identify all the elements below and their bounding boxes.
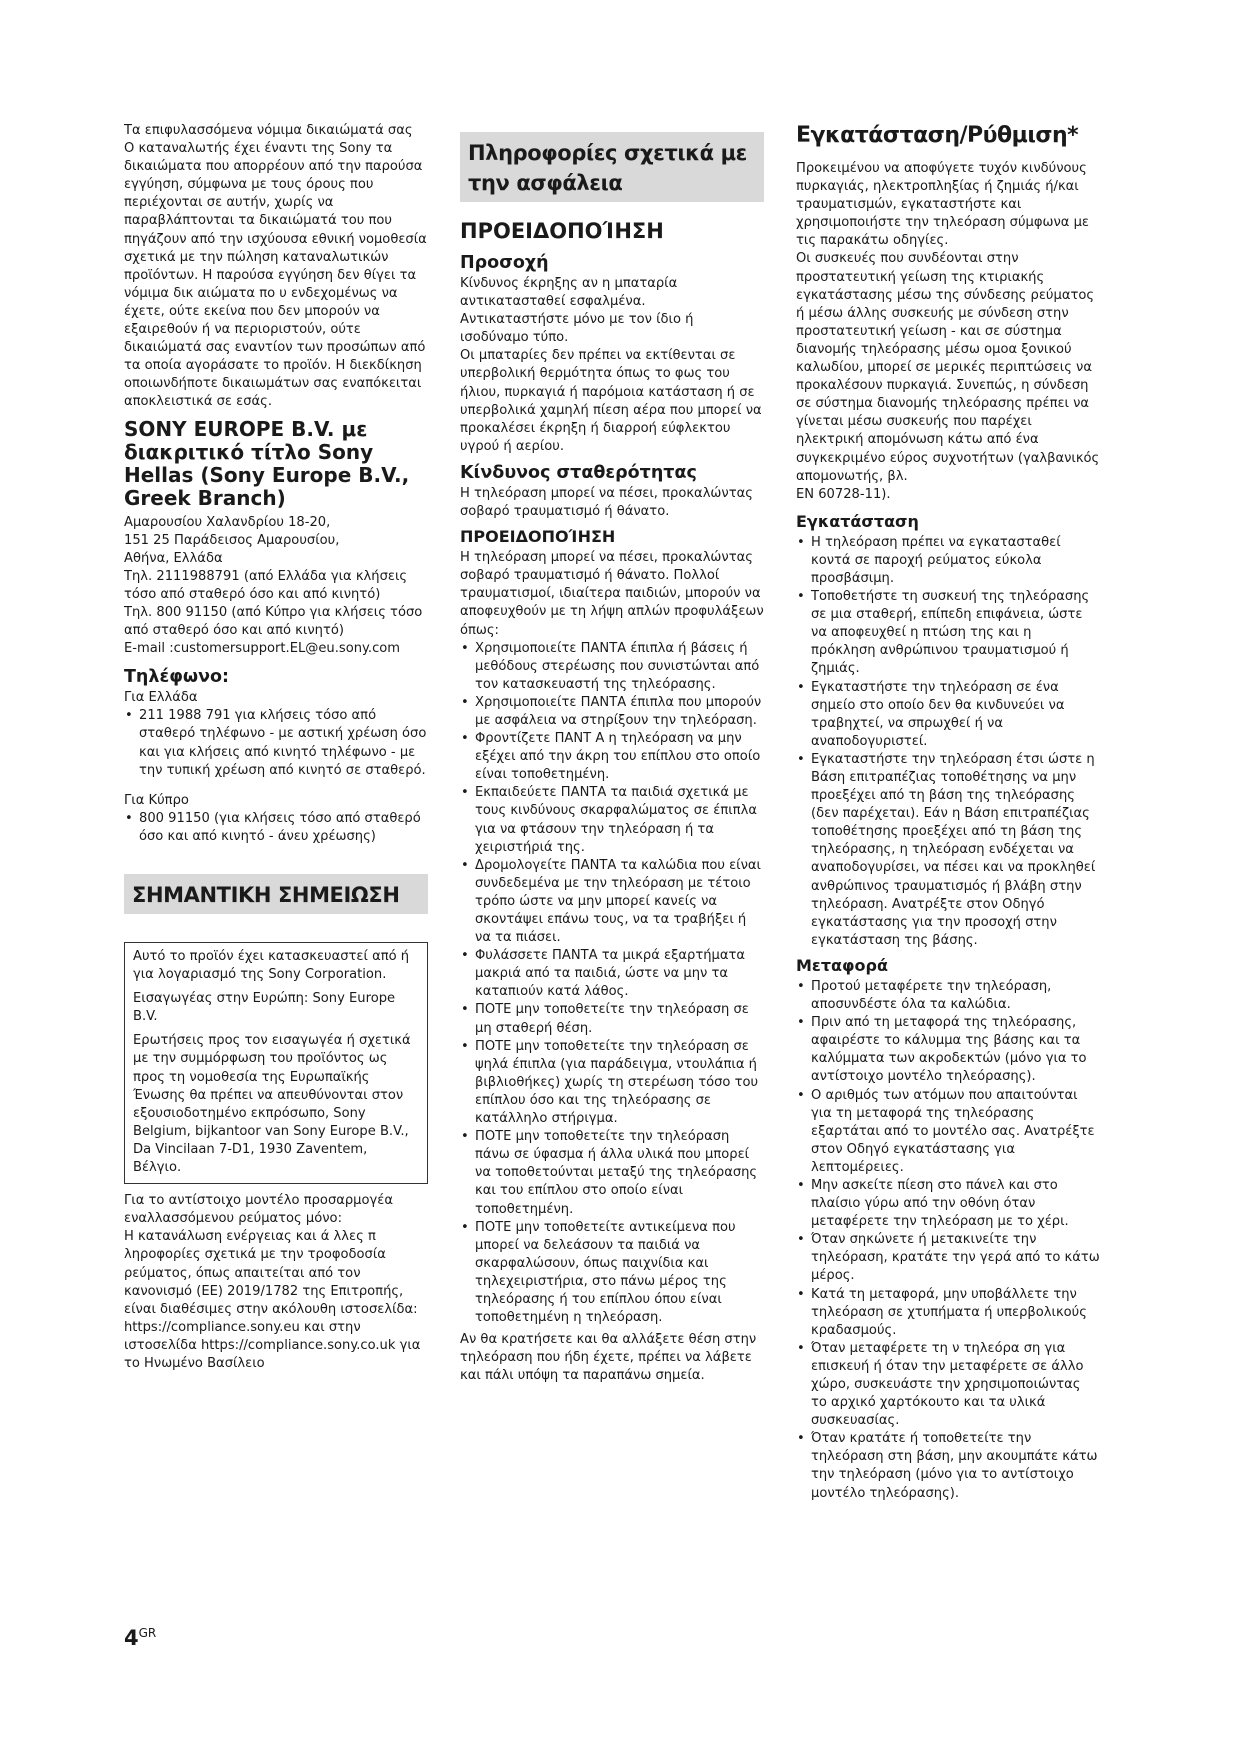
caution-battery-text: Κίνδυνος έκρηξης αν η μπαταρία αντικατασταθεί εσφαλμένα. Αντικαταστήστε μόνο με τον ίδιο ή ισοδύναμο τύπο. (460, 276, 694, 346)
list-item: • Χρησιμοποιείτε ΠΑΝΤΑ έπιπλα ή βάσεις ή μεθόδους στερέωσης που συνιστώνται από τον κατασκευαστή της τηλεόρασης. (460, 640, 764, 694)
column-right (796, 122, 1100, 1507)
list-item: • Φροντίζετε ΠΑΝΤ Α η τηλεόραση να μην εξέχει από την άκρη του επίπλου στο οποίο είναι τοποθετημένη. (460, 730, 764, 784)
energy-info: Για το αντίστοιχο μοντέλο προσαρμογέα εναλλασσόμενου ρεύματος μόνο: Η κατανάλωση ενέργειας και ά λλες π ληροφορίες σχετικά με την τροφοδοσία ρεύματος, όπως απαιτείται από τον κανονισμό (ΕΕ) 2019/1782 της Επιτροπής, είναι διαθέσιμες στην ακόλουθη ιστοσελίδα: https://compliance.sony.eu και στην ιστοσελίδα https://compliance.sony.co.uk για το Ηνωμένο Βασίλειο (124, 1193, 421, 1371)
rights-intro: Τα επιφυλασσόμενα νόμιμα δικαιώματά σας Ο καταναλωτής έχει έναντι της Sony τα δικαιώματα που απορρέουν από την παρούσα εγγύηση, σύμφωνα με τους όρους που περιέχονται σε αυτήν, χωρίς να παραβλάπτονται τα δικαιώματά του που πηγάζουν από την ισχύουσα εθνική νομοθεσία σχετικά με την πώληση καταναλωτικών προϊόντων. Η παρούσα εγγύηση δεν θίγει τα νόμιμα δικ αιώματα πο υ ενδεχομένως να έχετε, ούτε εκείνα που δεν μπορούν να εξαιρεθούν ή να περιοριστούν, ούτε δικαιώματά σας εναντίον των προσώπων από τα οποία αγοράσατε το προϊόν. Η διεκδίκηση οποιωνδήποτε δικαιωμάτων σας εναπόκειται αποκλειστικά σε εσάς. (124, 123, 427, 410)
for-greece-label: Για Ελλάδα (124, 690, 198, 706)
representative-text: Ερωτήσεις προς τον εισαγωγέα ή σχετικά με την συμμόρφωση του προϊόντος ως προς τη νομοθεσία της Ευρωπαϊκής Ένωσης θα πρέπει να απευθύνονται στον εξουσιοδοτημένο εκπρόσωπο, Sony Belgium, bijkantoor van Sony Europe B.V., Da Vincilaan 7-D1, 1930 Zaventem, Βέλγιο. (133, 1033, 411, 1176)
installation-intro: Προκειμένου να αποφύγετε τυχόν κινδύνους πυρκαγιάς, ηλεκτροπληξίας ή ζημιάς ή/και τραυματισμών, εγκαταστήστε και χρησιμοποιήστε την τηλεόραση σύμφωνα με τις παρακάτω οδηγίες. (796, 161, 1089, 249)
list-item: • Εκπαιδεύετε ΠΑΝΤΑ τα παιδιά σχετικά με τους κινδύνους σκαρφαλώματος σε έπιπλα για να φτάσουν την τηλεόραση ή τα χειριστήριά της. (460, 784, 764, 856)
list-item: • Δρομολογείτε ΠΑΝΤΑ τα καλώδια που είναι συνδεδεμένα με την τηλεόραση με τέτοιο τρόπο ώστε να μην μπορεί κανείς να σκοντάψει επάνω τους, να τα τραβήξει ή να τα πιάσει. (460, 857, 764, 947)
warning-text: Η τηλεόραση μπορεί να πέσει, προκαλώντας σοβαρό τραυματισμό ή θάνατο. Πολλοί τραυματισμοί, ιδιαίτερα παιδιών, μπορούν να αποφευχθούν με τη λήψη απλών προφυλάξεων όπως: (460, 550, 764, 638)
importer-text: Εισαγωγέας στην Ευρώπη: Sony Europe B.V. (133, 991, 396, 1025)
manufacturer-text: Αυτό το προϊόν έχει κατασκευαστεί από ή για λογαριασμό της Sony Corporation. (133, 949, 410, 983)
column-middle (460, 122, 764, 1385)
important-note-heading: ΣΗΜΑΝΤΙΚΗ ΣΗΜΕΙΩΣΗ (124, 874, 428, 914)
column-left (124, 122, 428, 1373)
list-item: • 800 91150 (για κλήσεις τόσο από σταθερό όσο και από κινητό - άνευ χρέωσης) (124, 810, 428, 846)
caution-heat-text: Οι μπαταρίες δεν πρέπει να εκτίθενται σε υπερβολική θερμότητα όπως το φως του ήλιου, πυρκαγιά ή παρόμοια κατάσταση ή σε υπερβολικά χαμηλή πίεση αέρα που μπορεί να προκαλέσει έκρηξη ή διαρροή εύφλεκτου υγρού ή αερίου. (460, 348, 762, 454)
precautions-list (460, 640, 764, 1328)
list-item: • Ο αριθμός των ατόμων που απαιτούνται για τη μεταφορά της τηλεόρασης εξαρτάται από το μοντέλο σας. Ανατρέξτε στον Οδηγό εγκατάστασης για λεπτομέρειες. (796, 1087, 1100, 1177)
importer-info-box (124, 942, 428, 1184)
email: E-mail :customersupport.EL@eu.sony.com (124, 641, 401, 657)
grounding-text: Οι συσκευές που συνδέονται στην προστατευτική γείωση της κτιριακής εγκατάστασης μέσω της σύνδεσης ρεύματος ή μέσω άλλης συσκευής με σύνδεση στην προστατευτική γείωση - και σε σύστημα διανομής τηλεόρασης μέσω ομοα ξονικού καλωδίου, μπορεί σε μερικές περιπτώσεις να προκαλέσουν πυρκαγιά. Συνεπώς, η σύνδεση σε σύστημα διανομής τηλεόρασης πρέπει να γίνεται μέσω συσκευής που παρέχει ηλεκτρική απομόνωση κάτω από ένα συγκεκριμένο εύρος συχνοτήτων (γαλβανικός απομονωτής, βλ. EN 60728-11). (796, 251, 1100, 502)
page-number (124, 1626, 156, 1650)
safety-info-heading: Πληροφορίες σχετικά με την ασφάλεια (460, 132, 764, 202)
greece-phone-list (124, 707, 428, 779)
list-item: • Προτού μεταφέρετε την τηλεόραση, αποσυνδέστε όλα τα καλώδια. (796, 978, 1100, 1014)
installation-setup-heading: Εγκατάσταση/Ρύθμιση* (796, 123, 1079, 148)
phone-greece-info: Τηλ. 2111988791 (από Ελλάδα για κλήσεις τόσο από σταθερό όσο και από κινητό) (124, 568, 408, 602)
stability-heading: Κίνδυνος σταθερότητας (460, 462, 697, 483)
list-item: • Μην ασκείτε πίεση στο πάνελ και στο πλαίσιο γύρω από την οθόνη όταν μεταφέρετε την τηλεόραση με το χέρι. (796, 1177, 1100, 1231)
list-item: • Όταν σηκώνετε ή μετακινείτε την τηλεόραση, κρατάτε την γερά από το κάτω μέρος. (796, 1231, 1100, 1285)
transport-heading: Μεταφορά (796, 955, 888, 975)
list-item: • ΠΟΤΕ μην τοποθετείτε την τηλεόραση πάνω σε ύφασμα ή άλλα υλικά που μπορεί να τοποθετούνται μεταξύ της τηλεόρασης και του επίπλου στο οποίο είναι τοποθετημένη. (460, 1128, 764, 1218)
list-item: • ΠΟΤΕ μην τοποθετείτε την τηλεόραση σε ψηλά έπιπλα (για παράδειγμα, ντουλάπια ή βιβλιοθήκες) χωρίς τη στερέωση τόσο του επίπλου όσο και της τηλεόρασης σε κατάλληλο στήριγμα. (460, 1038, 764, 1128)
list-item: • Πριν από τη μεταφορά της τηλεόρασης, αφαιρέστε το κάλυμμα της βάσης και τα καλύμματα των ακροδεκτών (μόνο για το αντίστοιχο μοντέλο τηλεόρασης). (796, 1014, 1100, 1086)
closing-text: Αν θα κρατήσετε και θα αλλάξετε θέση στην τηλεόραση που ήδη έχετε, πρέπει να λάβετε και πάλι υπόψη τα παραπάνω σημεία. (460, 1332, 757, 1384)
warning-heading-2: ΠΡΟΕΙΔΟΠΟΊΗΣΗ (460, 527, 616, 547)
list-item: • Εγκαταστήστε την τηλεόραση έτσι ώστε η Βάση επιτραπέζιας τοποθέτησης να μην προεξέχει από τη βάση της τηλεόρασης (δεν παρέχεται). Εάν η Βάση επιτραπέζιας τοποθέτησης προεξέχει από τη βάση της τηλεόρασης, η τηλεόραση ενδέχεται να αναποδογυρίσει, να πέσει και να προκληθεί ανθρώπινος τραυματισμός ή βλάβη στην τηλεόραση. Ανατρέξτε στον Οδηγό εγκατάστασης για την προσοχή στην εγκατάσταση της βάσης. (796, 751, 1100, 950)
list-item: • Φυλάσσετε ΠΑΝΤΑ τα μικρά εξαρτήματα μακριά από τα παιδιά, ώστε να μην τα καταπιούν κατά λάθος. (460, 947, 764, 1001)
phone-heading: Τηλέφωνο: (124, 667, 230, 688)
cyprus-phone-list (124, 810, 428, 846)
for-cyprus-label: Για Κύπρο (124, 792, 189, 808)
phone-cyprus-info: Τηλ. 800 91150 (από Κύπρο για κλήσεις τόσο από σταθερό όσο και από κινητό) (124, 604, 423, 639)
list-item: • Η τηλεόραση πρέπει να εγκατασταθεί κοντά σε παροχή ρεύματος εύκολα προσβάσιμη. (796, 534, 1100, 588)
caution-heading: Προσοχή (460, 253, 549, 273)
page-number-value: 4 (124, 1626, 139, 1650)
warning-heading: ΠΡΟΕΙΔΟΠΟΊΗΣΗ (460, 219, 664, 243)
address: Αμαρουσίου Χαλανδρίου 18-20, 151 25 Παράδεισος Αμαρουσίου, Αθήνα, Ελλάδα (124, 514, 340, 566)
list-item: • Όταν κρατάτε ή τοποθετείτε την τηλεόραση στη βάση, μην ακουμπάτε κάτω την τηλεόραση (μόνο για το αντίστοιχο μοντέλο τηλεόρασης). (796, 1430, 1100, 1502)
list-item: • ΠΟΤΕ μην τοποθετείτε αντικείμενα που μπορεί να δελεάσουν τα παιδιά να σκαρφαλώσουν, όπως παιχνίδια και τηλεχειριστήρια, στο πάνω μέρος της τηλεόρασης ή του επίπλου όπου είναι τοποθετημένη η τηλεόραση. (460, 1219, 764, 1328)
list-item: • Εγκαταστήστε την τηλεόραση σε ένα σημείο στο οποίο δεν θα κινδυνεύει να τραβηχτεί, να σπρωχθεί ή να αναποδογυριστεί. (796, 679, 1100, 751)
stability-text: Η τηλεόραση μπορεί να πέσει, προκαλώντας σοβαρό τραυματισμό ή θάνατο. (460, 485, 753, 520)
list-item: • ΠΟΤΕ μην τοποθετείτε την τηλεόραση σε μη σταθερή θέση. (460, 1001, 764, 1037)
sony-europe-heading: SONY EUROPE B.V. με διακριτικό τίτλο Sony Hellas (Sony Europe B.V., Greek Branch) (124, 416, 410, 510)
list-item: • Όταν μεταφέρετε τη ν τηλεόρα ση για επισκευή ή όταν την μεταφέρετε σε άλλο χώρο, συσκευάστε την χρησιμοποιώντας το αρχικό χαρτόκουτο και τα υλικά συσκευασίας. (796, 1340, 1100, 1430)
installation-heading: Εγκατάσταση (796, 511, 919, 531)
list-item: • Κατά τη μεταφορά, μην υποβάλλετε την τηλεόραση σε χτυπήματα ή υπερβολικούς κραδασμούς. (796, 1286, 1100, 1340)
transport-list (796, 978, 1100, 1503)
list-item: • Τοποθετήστε τη συσκευή της τηλεόρασης σε μια σταθερή, επίπεδη επιφάνεια, ώστε να αποφευχθεί η πτώση της και η πρόκληση ανθρώπινου τραυματισμού ή ζημιάς. (796, 588, 1100, 678)
page-language-code: GR (138, 1626, 157, 1640)
list-item: • 211 1988 791 για κλήσεις τόσο από σταθερό τηλέφωνο - με αστική χρέωση όσο και για κλήσεις από κινητό τηλέφωνο - με την τυπική χρέωση από κινητό σε σταθερό. (124, 707, 428, 779)
list-item: • Χρησιμοποιείτε ΠΑΝΤΑ έπιπλα που μπορούν με ασφάλεια να στηρίξουν την τηλεόραση. (460, 694, 764, 730)
installation-list (796, 534, 1100, 950)
